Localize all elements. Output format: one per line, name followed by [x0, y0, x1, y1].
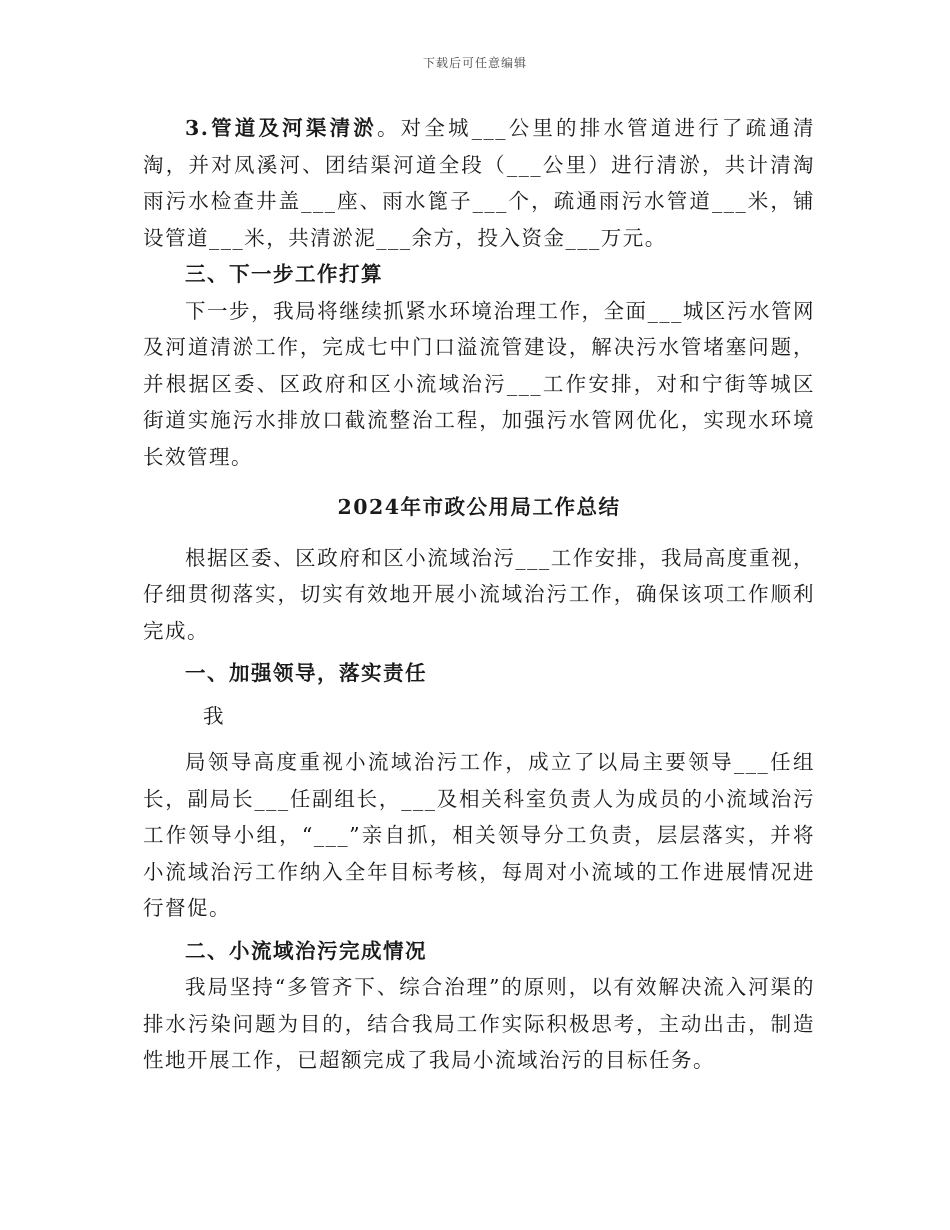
section-heading-next-step: 三、下一步工作打算 [185, 262, 383, 286]
paragraph-fragment: 我 [203, 703, 225, 728]
section-heading-completion: 二、小流域治污完成情况 [185, 938, 427, 963]
paragraph-intro: 根据区委、区政府和区小流域治污___工作安排，我局高度重视，仔细贯彻落实，切实有效地开展小流域治污工作，确保该项工作顺利完成。 [143, 545, 815, 643]
page-header-note: 下载后可任意编辑 [422, 56, 527, 70]
inline-heading-pipe-dredging: 3.管道及河渠清淤 [185, 116, 377, 140]
paragraph-text: 。对全城___公里的排水管道进行了疏通清淘，并对凤溪河、团结渠河道全段（___公里）进行清淤，共计清淘雨污水检查井盖___座、雨水篦子___个，疏通雨污水管道___米，铺设管道___米，共清淤泥___余方，投入资金___万元。 [143, 116, 815, 250]
document-title: 2024年市政公用局工作总结 [337, 495, 621, 519]
document-body [143, 110, 815, 1079]
paragraph-completion: 我局坚持“多管齐下、综合治理”的原则，以有效解决流入河渠的排水污染问题为目的，结合我局工作实际积极思考，主动出击，制造性地开展工作，已超额完成了我局小流域治污的目标任务。 [143, 975, 815, 1072]
paragraph-next-step: 下一步，我局将继续抓紧水环境治理工作，全面___城区污水管网及河道清淤工作，完成七中门口溢流管建设，解决污水管堵塞问题，并根据区委、区政府和区小流域治污___工作安排，对和宁街等城区街道实施污水排放口截流整治工程，加强污水管网优化，实现水环境长效管理。 [143, 298, 815, 469]
paragraph-leadership: 局领导高度重视小流域治污工作，成立了以局主要领导___任组长，副局长___任副组长，___及相关科室负责人为成员的小流域治污工作领导小组，“___”亲自抓，相关领导分工负责，层层落实，并将小流域治污工作纳入全年目标考核，每周对小流域的工作进展情况进行督促。 [143, 750, 815, 920]
section-heading-leadership: 一、加强领导，落实责任 [185, 661, 427, 685]
paragraph-pipe-dredging [143, 110, 815, 256]
